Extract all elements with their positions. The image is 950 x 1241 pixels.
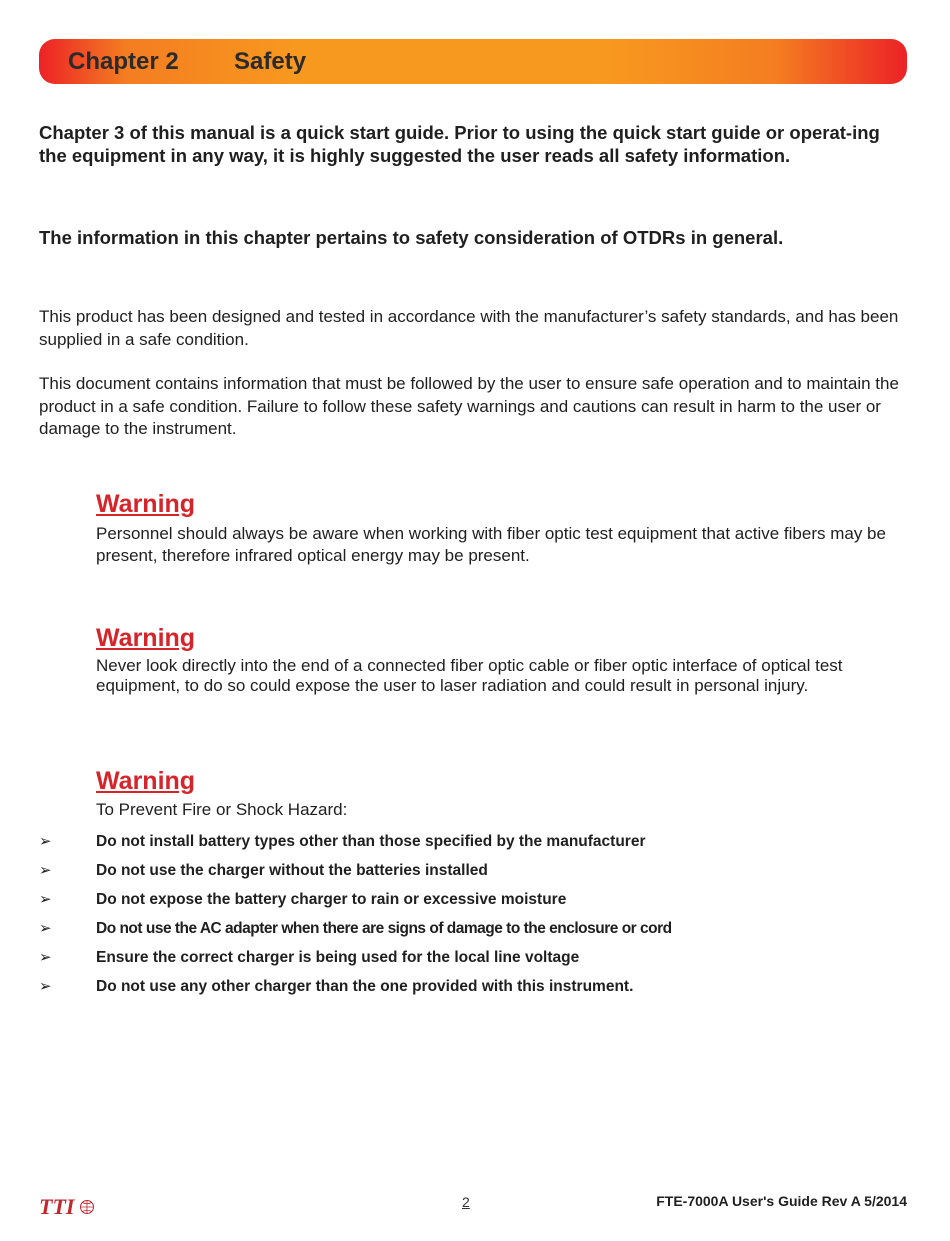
hazard-item-text: Do not use the charger without the batteries installed [96, 862, 488, 879]
hazard-item-text: Do not install battery types other than those specified by the manufacturer [96, 833, 646, 850]
hazard-item-text: Do not expose the battery charger to rain or excessive moisture [96, 891, 567, 908]
arrow-bullet-icon: ➢ [39, 978, 52, 995]
body-paragraph-1: This product has been designed and tested in accordance with the manufacturer’s safety standards, and has been supplied in a safe condition. [39, 307, 899, 349]
list-item [39, 889, 909, 918]
hazard-item-text: Do not use the AC adapter when there are signs of damage to the enclosure or cord [96, 920, 672, 937]
warning-text-1: Personnel should always be aware when working with fiber optic test equipment that active fibers may be present, therefore infrared optical energy may be present. [96, 524, 886, 565]
arrow-bullet-icon: ➢ [39, 862, 52, 879]
warning-text-2: Never look directly into the end of a connected fiber optic cable or fiber optic interface of optical test equipment, to do so could expose the user to laser radiation and could result in personal injury. [96, 656, 843, 695]
list-item [39, 976, 909, 1005]
chapter-number: Chapter 2 [68, 48, 179, 75]
warning-heading-1: Warning [96, 490, 196, 518]
list-item [39, 831, 909, 860]
warning-text-3: To Prevent Fire or Shock Hazard: [96, 800, 348, 819]
page-number: 2 [462, 1194, 470, 1210]
hazard-item-text: Ensure the correct charger is being used for the local line voltage [96, 949, 580, 966]
arrow-bullet-icon: ➢ [39, 833, 52, 850]
list-item [39, 918, 909, 947]
body-paragraph-2: This document contains information that must be followed by the user to ensure safe operation and to maintain the product in a safe condition. Failure to follow these safety warnings and cautions can result in harm to the user or damage to the instrument. [39, 374, 899, 438]
chapter-title: Safety [234, 48, 307, 75]
warning-heading-2: Warning [96, 624, 196, 652]
hazard-item-text: Do not use any other charger than the one provided with this instrument. [96, 978, 634, 995]
chapter-header-bar [39, 39, 907, 84]
hazard-list [39, 831, 909, 1005]
quick-start-note: Chapter 3 of this manual is a quick start guide. Prior to using the quick start guide or operat-ing the equipment in any way, it is highly suggested the user reads all safety information. [39, 122, 880, 166]
document-title: FTE-7000A User's Guide Rev A 5/2014 [656, 1193, 907, 1209]
scope-note: The information in this chapter pertains to safety consideration of OTDRs in general. [39, 227, 784, 248]
arrow-bullet-icon: ➢ [39, 949, 52, 966]
warning-heading-3: Warning [96, 767, 196, 795]
list-item [39, 947, 909, 976]
list-item [39, 860, 909, 889]
arrow-bullet-icon: ➢ [39, 891, 52, 908]
tti-logo [39, 1192, 99, 1222]
arrow-bullet-icon: ➢ [39, 920, 52, 937]
tti-logo-text: TTI [39, 1194, 75, 1219]
